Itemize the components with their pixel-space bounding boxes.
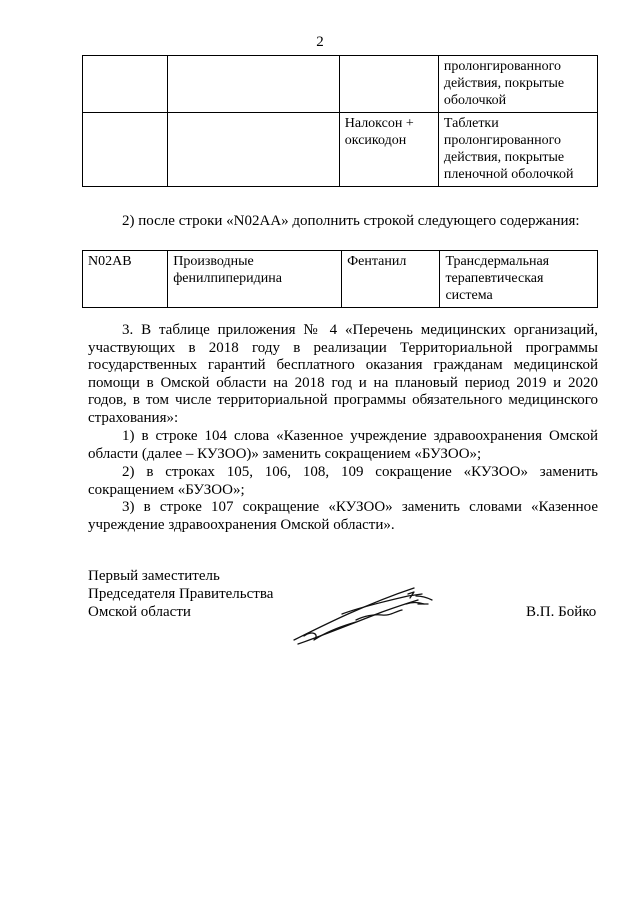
table-continuation xyxy=(82,55,598,187)
intro-paragraph: 2) после строки «N02АА» дополнить строкой следующего содержания: xyxy=(122,213,580,229)
subitem-2: 2) в строках 105, 106, 108, 109 сокращение «КУЗОО» заменить сокращением «БУЗОО»; xyxy=(88,464,598,498)
code-cell: N02AB xyxy=(83,251,168,308)
code-cell xyxy=(83,113,168,187)
table-row xyxy=(83,251,598,308)
form-cell: Таблетки пролонгированного действия, покрытые пленочной оболочкой xyxy=(438,113,597,187)
subitem-3: 3) в строке 107 сокращение «КУЗОО» заменить словами «Казенное учреждение здравоохранения Омской области». xyxy=(88,499,598,533)
signatory-title-line: Первый заместитель xyxy=(88,568,220,584)
handwritten-signature xyxy=(286,574,446,650)
table-row xyxy=(83,113,598,187)
signatory-name: В.П. Бойко xyxy=(526,604,597,620)
group-cell xyxy=(167,113,339,187)
drug-cell xyxy=(339,56,438,113)
group-cell xyxy=(167,56,339,113)
new-row-table xyxy=(82,250,598,308)
page-number: 2 xyxy=(316,34,324,50)
drug-cell: Фентанил xyxy=(342,251,440,308)
form-cell: Трансдермальная терапевтическая система xyxy=(440,251,598,308)
group-cell: Производные фенилпиперидина xyxy=(168,251,342,308)
drug-cell: Налоксон + оксикодон xyxy=(339,113,438,187)
code-cell xyxy=(83,56,168,113)
subitem-1: 1) в строке 104 слова «Казенное учреждение здравоохранения Омской области (далее – КУЗОО)» заменить сокращением «БУЗОО»; xyxy=(88,428,598,462)
table-row xyxy=(83,56,598,113)
form-cell: пролонгированного действия, покрытые оболочкой xyxy=(438,56,597,113)
signatory-title-line: Председателя Правительства xyxy=(88,586,274,602)
signatory-title-line: Омской области xyxy=(88,604,191,620)
item-3-paragraph: 3. В таблице приложения № 4 «Перечень медицинских организаций, участвующих в 2018 году в реализации Территориальной программы государственных гарантий бесплатного оказания гражданам медицинской помощи в Омской области на 2018 год и на плановый период 2019 и 2020 годов, в том числе территориальной программы обязательного медицинского страхования»: xyxy=(88,322,598,426)
